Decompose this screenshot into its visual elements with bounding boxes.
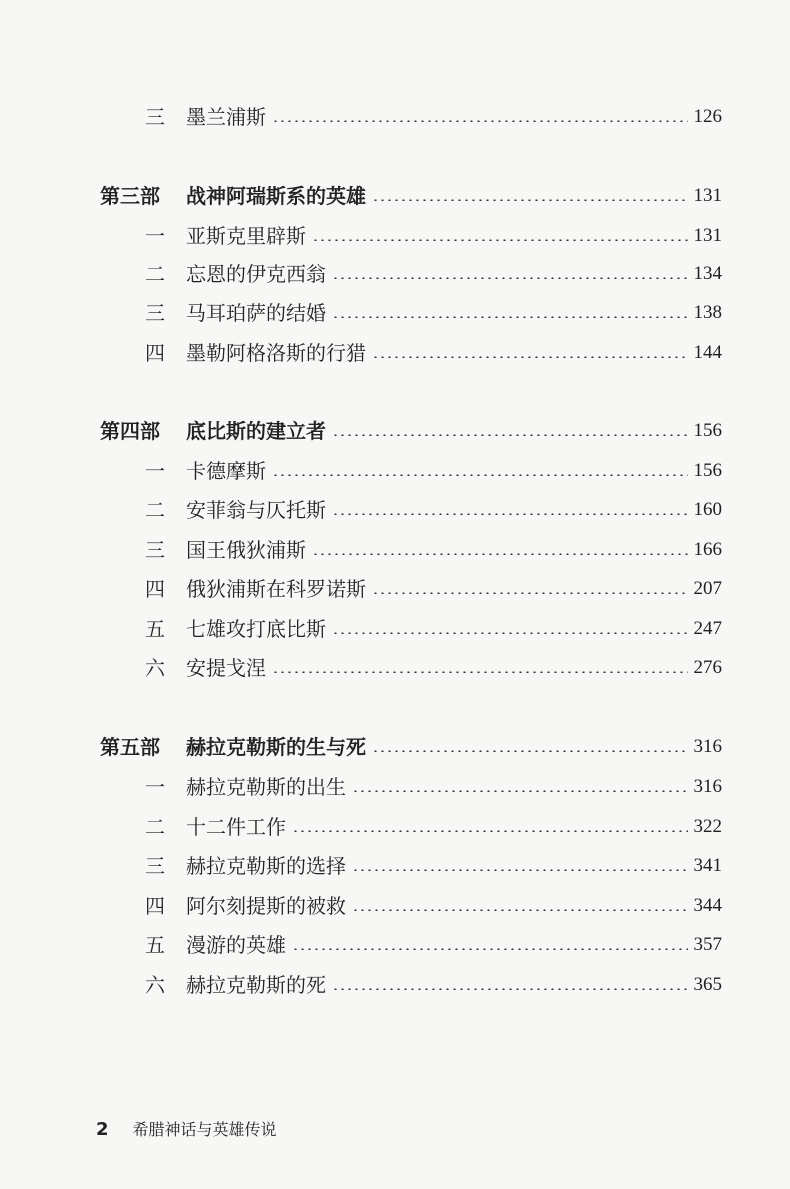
toc-entry-number: 三 bbox=[145, 301, 165, 325]
toc-entry-number: 第五部 bbox=[100, 735, 160, 759]
toc-entry-number: 四 bbox=[145, 894, 165, 918]
toc-entry-number: 第三部 bbox=[100, 184, 160, 208]
toc-entry-page: 160 bbox=[693, 499, 722, 520]
toc-entry-number: 二 bbox=[145, 815, 165, 839]
toc-chapter-entry bbox=[100, 930, 722, 960]
toc-entry-page: 207 bbox=[693, 578, 722, 599]
dot-leader bbox=[372, 750, 688, 752]
toc-part-entry bbox=[100, 732, 722, 762]
toc-entry-title: 赫拉克勒斯的选择 bbox=[186, 854, 346, 878]
toc-entry-page: 316 bbox=[693, 736, 722, 757]
dot-leader bbox=[332, 988, 688, 990]
toc-entry-title: 七雄攻打底比斯 bbox=[186, 617, 326, 641]
toc-entry-title: 亚斯克里辟斯 bbox=[186, 224, 306, 248]
toc-entry-number: 四 bbox=[145, 341, 165, 365]
dot-leader bbox=[372, 356, 688, 358]
toc-chapter-entry bbox=[100, 970, 722, 1000]
toc-entry-page: 276 bbox=[693, 657, 722, 678]
dot-leader bbox=[332, 434, 688, 436]
toc-entry-title: 安提戈涅 bbox=[186, 656, 266, 680]
toc-chapter-entry bbox=[100, 891, 722, 921]
dot-leader bbox=[372, 199, 688, 201]
toc-chapter-entry bbox=[100, 574, 722, 604]
toc-chapter-entry bbox=[100, 535, 722, 565]
toc-entry-title: 底比斯的建立者 bbox=[186, 419, 326, 443]
toc-entry-page: 365 bbox=[693, 974, 722, 995]
toc-entry-title: 战神阿瑞斯系的英雄 bbox=[186, 184, 366, 208]
toc-chapter-entry bbox=[100, 298, 722, 328]
dot-leader bbox=[312, 239, 688, 241]
toc-entry-page: 316 bbox=[693, 776, 722, 797]
toc-entry-title: 赫拉克勒斯的出生 bbox=[186, 775, 346, 799]
toc-chapter-entry bbox=[100, 495, 722, 525]
toc-entry-number: 四 bbox=[145, 577, 165, 601]
dot-leader bbox=[332, 277, 688, 279]
toc-entry-page: 156 bbox=[693, 420, 722, 441]
dot-leader bbox=[332, 316, 688, 318]
toc-chapter-entry bbox=[100, 653, 722, 683]
toc-entry-number: 二 bbox=[145, 262, 165, 286]
dot-leader bbox=[292, 830, 688, 832]
toc-entry-number: 三 bbox=[145, 854, 165, 878]
toc-entry-title: 阿尔刻提斯的被救 bbox=[186, 894, 346, 918]
toc-entry-number: 一 bbox=[145, 459, 165, 483]
toc-entry-number: 六 bbox=[145, 656, 165, 680]
toc-entry-page: 131 bbox=[693, 185, 722, 206]
dot-leader bbox=[352, 909, 688, 911]
dot-leader bbox=[352, 790, 688, 792]
toc-entry-title: 墨兰浦斯 bbox=[186, 105, 266, 129]
dot-leader bbox=[312, 553, 688, 555]
toc-entry-number: 一 bbox=[145, 224, 165, 248]
dot-leader bbox=[352, 869, 688, 871]
toc-entry-page: 138 bbox=[693, 302, 722, 323]
toc-part-entry bbox=[100, 181, 722, 211]
dot-leader bbox=[292, 948, 688, 950]
footer-page-number: 2 bbox=[96, 1119, 109, 1140]
toc-entry-number: 一 bbox=[145, 775, 165, 799]
toc-entry-page: 166 bbox=[693, 539, 722, 560]
toc-chapter-entry bbox=[100, 221, 722, 251]
dot-leader bbox=[272, 474, 688, 476]
toc-entry-number: 三 bbox=[145, 538, 165, 562]
toc-entry-page: 322 bbox=[693, 816, 722, 837]
toc-chapter-entry bbox=[100, 772, 722, 802]
toc-chapter-entry bbox=[100, 259, 722, 289]
footer-book-title: 希腊神话与英雄传说 bbox=[132, 1120, 277, 1139]
toc-entry-page: 247 bbox=[693, 618, 722, 639]
toc-entry-title: 卡德摩斯 bbox=[186, 459, 266, 483]
toc-entry-page: 134 bbox=[693, 263, 722, 284]
toc-entry-page: 156 bbox=[693, 460, 722, 481]
toc-entry-page: 341 bbox=[693, 855, 722, 876]
toc-part-entry bbox=[100, 416, 722, 446]
toc-entry-number: 三 bbox=[145, 105, 165, 129]
toc-entry-number: 二 bbox=[145, 498, 165, 522]
toc-chapter-entry bbox=[100, 851, 722, 881]
toc-entry-title: 国王俄狄浦斯 bbox=[186, 538, 306, 562]
dot-leader bbox=[272, 671, 688, 673]
toc-entry-number: 六 bbox=[145, 973, 165, 997]
toc-chapter-entry bbox=[100, 812, 722, 842]
toc-entry-title: 赫拉克勒斯的生与死 bbox=[186, 735, 366, 759]
dot-leader bbox=[332, 632, 688, 634]
toc-entry-title: 漫游的英雄 bbox=[186, 933, 286, 957]
toc-chapter-entry bbox=[100, 338, 722, 368]
dot-leader bbox=[272, 120, 688, 122]
toc-entry-page: 131 bbox=[693, 225, 722, 246]
toc-entry-title: 赫拉克勒斯的死 bbox=[186, 973, 326, 997]
toc-entry-page: 126 bbox=[693, 106, 722, 127]
toc-entry-number: 第四部 bbox=[100, 419, 160, 443]
toc-entry-title: 墨勒阿格洛斯的行猎 bbox=[186, 341, 366, 365]
toc-chapter-entry bbox=[100, 456, 722, 486]
toc-entry-title: 俄狄浦斯在科罗诺斯 bbox=[186, 577, 366, 601]
toc-entry-page: 357 bbox=[693, 934, 722, 955]
toc-chapter-entry bbox=[100, 102, 722, 132]
toc-entry-title: 安菲翁与仄托斯 bbox=[186, 498, 326, 522]
toc-entry-title: 忘恩的伊克西翁 bbox=[186, 262, 326, 286]
toc-entry-number: 五 bbox=[145, 933, 165, 957]
toc-entry-title: 马耳珀萨的结婚 bbox=[186, 301, 326, 325]
page-footer bbox=[96, 1117, 277, 1140]
toc-entry-number: 五 bbox=[145, 617, 165, 641]
toc-chapter-entry bbox=[100, 614, 722, 644]
toc-entry-title: 十二件工作 bbox=[186, 815, 286, 839]
toc-entry-page: 344 bbox=[693, 895, 722, 916]
dot-leader bbox=[372, 592, 688, 594]
dot-leader bbox=[332, 513, 688, 515]
toc-entry-page: 144 bbox=[693, 342, 722, 363]
